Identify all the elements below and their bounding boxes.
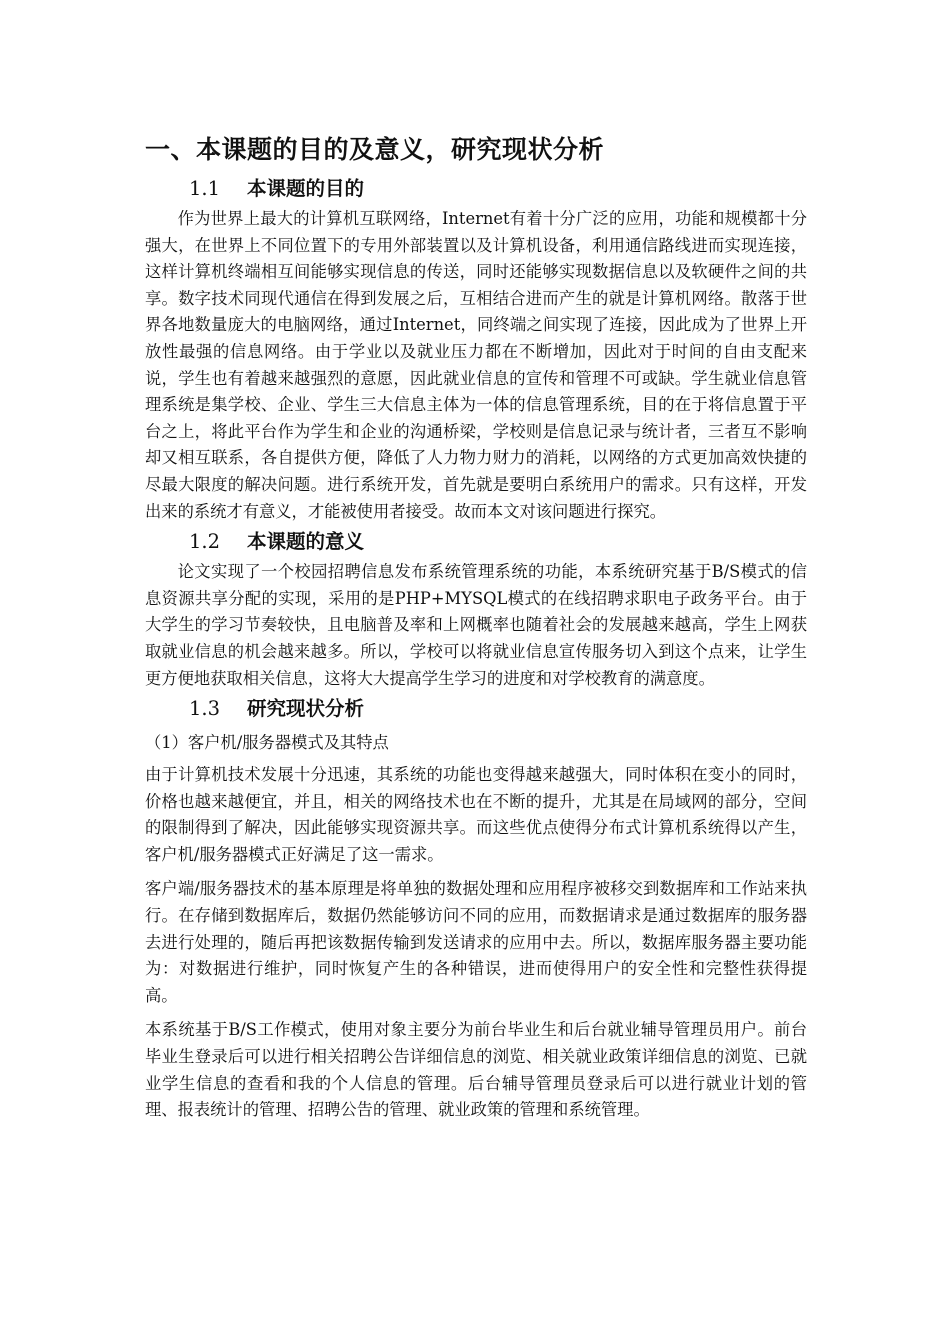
paragraph-status-3: 本系统基于B/S工作模式，使用对象主要分为前台毕业生和后台就业辅导管理员用户。前台毕业生登录后可以进行相关招聘公告详细信息的浏览、相关就业政策详细信息的浏览、已就业学生信息的查看和我的个人信息的管理。后台辅导管理员登录后可以进行就业计划的管理、报表统计的管理、招聘公告的管理、就业政策的管理和系统管理。 [145, 1020, 807, 1120]
paragraph-status-2: 客户端/服务器技术的基本原理是将单独的数据处理和应用程序被移交到数据库和工作站来执行。在存储到数据库后，数据仍然能够访问不同的应用，而数据请求是通过数据库的服务器去进行处理的，随后再把该数据传输到发送请求的应用中去。所以，数据库服务器主要功能为：对数据进行维护，同时恢复产生的各种错误，进而使得用户的安全性和完整性获得提高。 [145, 879, 807, 1005]
main-heading: 一、本课题的目的及意义，研究现状分析 [145, 135, 605, 164]
section-title: 本课题的意义 [247, 530, 365, 554]
paragraph-significance: 论文实现了一个校园招聘信息发布系统管理系统的功能，本系统研究基于B/S模式的信息资源共享分配的实现，采用的是PHP+MYSQL模式的在线招聘求职电子政务平台。由于大学生的学习节奏较快，且电脑普及率和上网概率也随着社会的发展越来越高，学生上网获取就业信息的机会越来越多。所以，学校可以将就业信息宣传服务切入到这个点来，让学生更方便地获取相关信息，这将大大提高学生学习的进度和对学校教育的满意度。 [145, 562, 807, 688]
paragraph-purpose: 作为世界上最大的计算机互联网络，Internet有着十分广泛的应用，功能和规模都十分强大，在世界上不同位置下的专用外部装置以及计算机设备，利用通信路线进而实现连接，这样计算机终端相互间能够实现信息的传送，同时还能够实现数据信息以及软硬件之间的共享。数字技术同现代通信在得到发展之后，互相结合进而产生的就是计算机网络。散落于世界各地数量庞大的电脑网络，通过Internet，同终端之间实现了连接，因此成为了世界上开放性最强的信息网络。由于学业以及就业压力都在不断增加，因此对于时间的自由支配来说，学生也有着越来越强烈的意愿，因此就业信息的宣传和管理不可或缺。学生就业信息管理系统是集学校、企业、学生三大信息主体为一体的信息管理系统，目的在于将信息置于平台之上，将此平台作为学生和企业的沟通桥梁，学校则是信息记录与统计者，三者互不影响却又相互联系，各自提供方便，降低了人力物力财力的消耗，以网络的方式更加高效快捷的尽最大限度的解决问题。进行系统开发，首先就是要明白系统用户的需求。只有这样，开发出来的系统才有意义，才能被使用者接受。故而本文对该问题进行探究。 [145, 209, 807, 521]
section-heading-1-3 [145, 692, 807, 726]
section-number: 1.2 [189, 530, 221, 554]
section-title: 研究现状分析 [247, 697, 365, 721]
paragraph-status-1: 由于计算机技术发展十分迅速，其系统的功能也变得越来越强大，同时体积在变小的同时，价格也越来越便宜，并且，相关的网络技术也在不断的提升，尤其是在局域网的部分，空间的限制得到了解决，因此能够实现资源共享。而这些优点使得分布式计算机系统得以产生，客户机/服务器模式正好满足了这一需求。 [145, 765, 807, 864]
section-number: 1.3 [189, 697, 221, 721]
section-heading-1-1 [145, 172, 807, 206]
section-title: 本课题的目的 [247, 177, 365, 200]
section-heading-1-2 [145, 525, 807, 559]
document-page [145, 130, 807, 1124]
subheading-client-server: （1）客户机/服务器模式及其特点 [145, 733, 389, 753]
section-number: 1.1 [189, 177, 221, 200]
